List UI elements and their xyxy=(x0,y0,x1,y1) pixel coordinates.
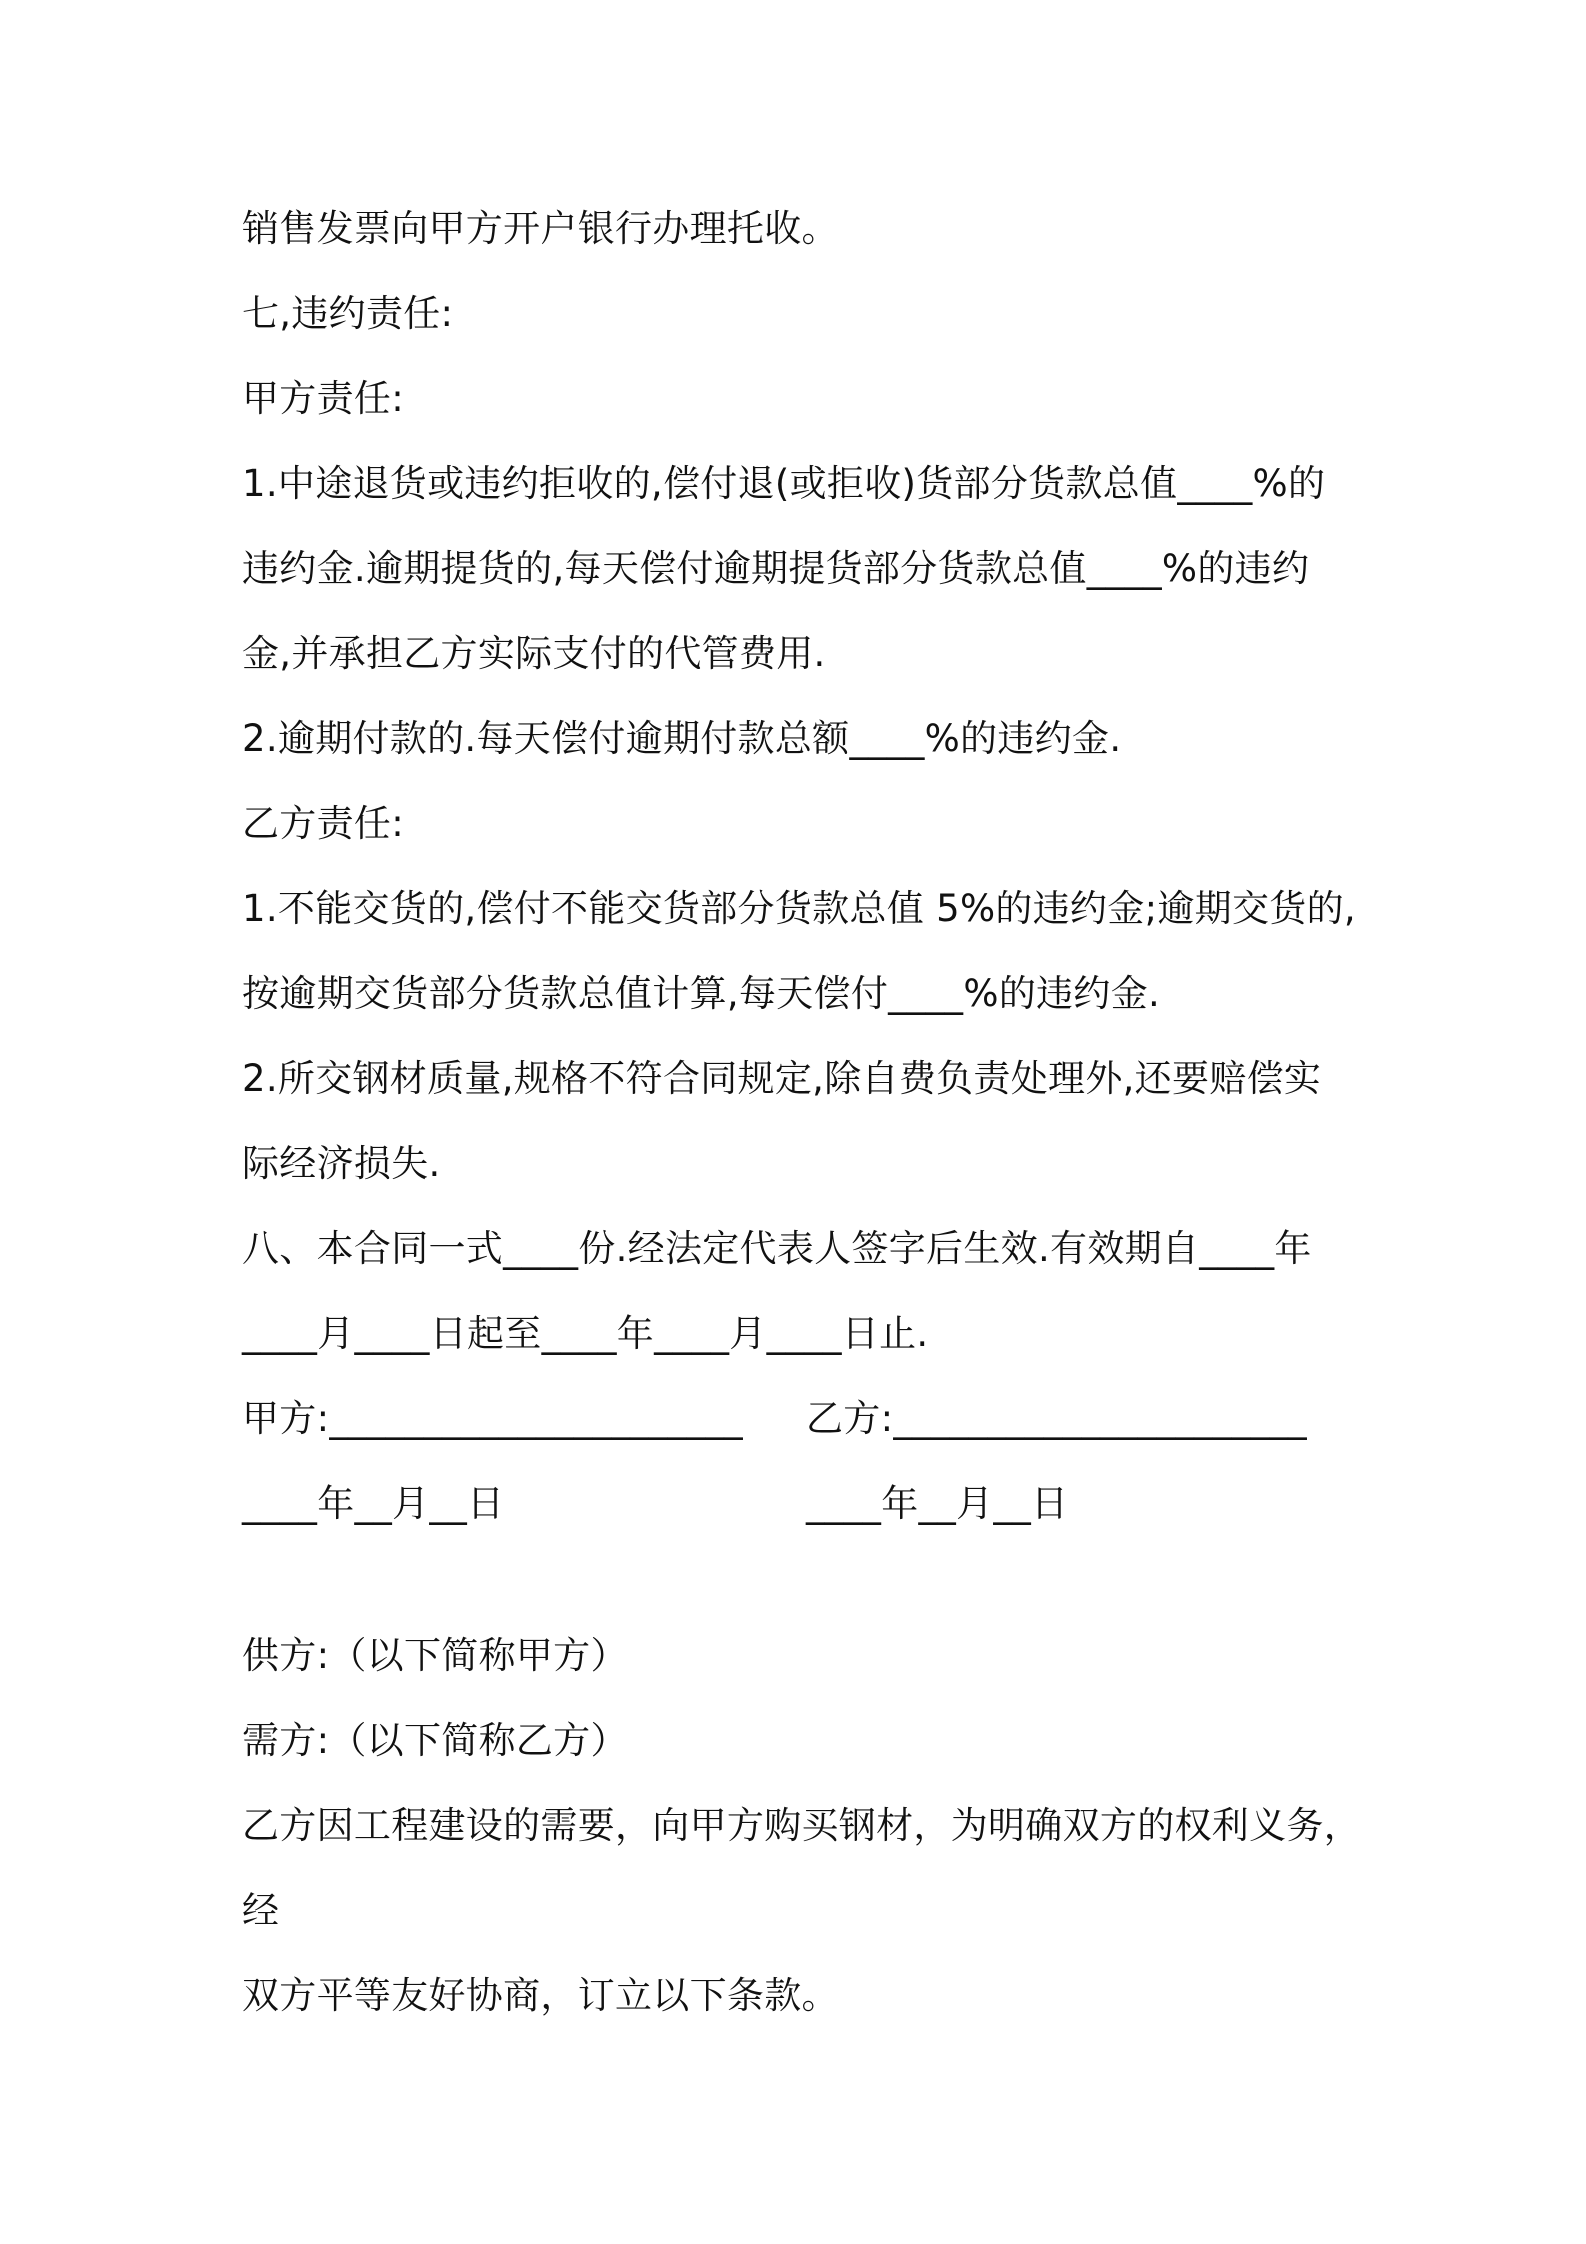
supplier-line: 供方:（以下简称甲方） xyxy=(242,1634,628,1677)
clause-b2-line-1: 2.所交钢材质量,规格不符合同规定,除自费负责处理外,还要赔偿实 xyxy=(242,1057,1322,1100)
party-a-date: ____年__月__日 xyxy=(242,1482,505,1525)
clause-b2-line-2: 际经济损失. xyxy=(242,1142,441,1185)
buyer-line: 需方:（以下简称乙方） xyxy=(242,1719,628,1762)
subheading-party-b-liability: 乙方责任: xyxy=(242,802,404,845)
text-line-invoice-collection: 销售发票向甲方开户银行办理托收。 xyxy=(242,207,839,250)
party-b-date: ____年__月__日 xyxy=(806,1482,1069,1525)
party-a-signature: 甲方:______________________ xyxy=(242,1397,743,1440)
preamble-line-1: 乙方因工程建设的需要，向甲方购买钢材，为明确双方的权利义务， xyxy=(242,1804,1361,1847)
section-eight-line-2: ____月____日起至____年____月____日止. xyxy=(242,1312,929,1355)
preamble-line-2: 经 xyxy=(242,1889,280,1932)
party-b-signature: 乙方:______________________ xyxy=(806,1397,1307,1440)
clause-a1-line-3: 金,并承担乙方实际支付的代管费用. xyxy=(242,632,826,675)
clause-b1-line-2: 按逾期交货部分货款总值计算,每天偿付____%的违约金. xyxy=(242,972,1161,1015)
preamble-line-3: 双方平等友好协商，订立以下条款。 xyxy=(242,1974,839,2017)
clause-a2: 2.逾期付款的.每天偿付逾期付款总额____%的违约金. xyxy=(242,717,1122,760)
clause-a1-line-1: 1.中途退货或违约拒收的,偿付退(或拒收)货部分货款总值____%的 xyxy=(242,462,1326,505)
subheading-party-a-liability: 甲方责任: xyxy=(242,377,404,420)
clause-b1-line-1: 1.不能交货的,偿付不能交货部分货款总值 5%的违约金;逾期交货的, xyxy=(242,887,1356,930)
clause-a1-line-2: 违约金.逾期提货的,每天偿付逾期提货部分货款总值____%的违约 xyxy=(242,547,1310,590)
section-heading-breach-liability: 七,违约责任: xyxy=(242,292,454,335)
section-eight-line-1: 八、本合同一式____份.经法定代表人签字后生效.有效期自____年 xyxy=(242,1227,1312,1270)
